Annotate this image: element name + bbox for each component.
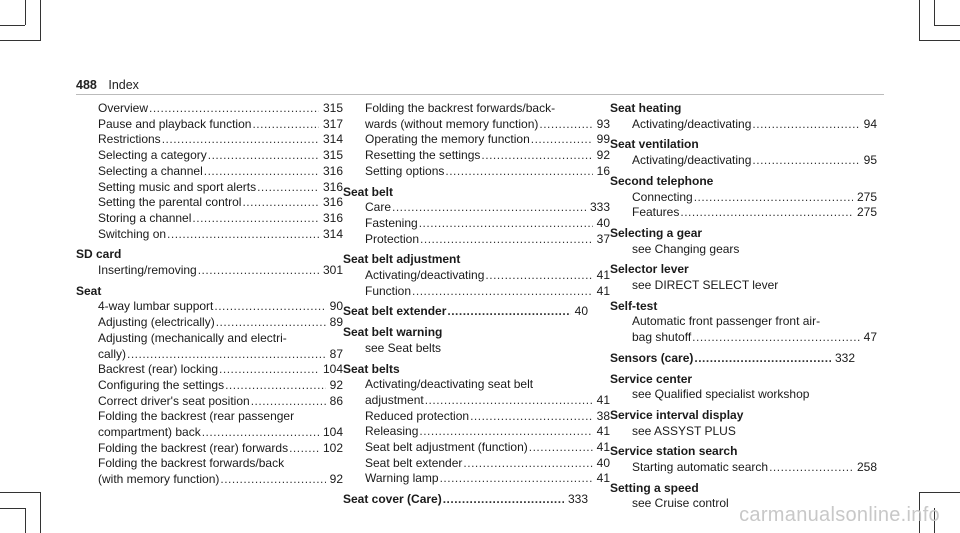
- entry-text: compartment) back: [98, 425, 201, 440]
- index-subentry: [343, 216, 610, 232]
- entry-text: Seat cover (Care): [343, 492, 442, 507]
- entry-text: adjustment: [365, 392, 424, 407]
- crop-mark: [0, 25, 25, 26]
- dot-leader: [463, 456, 592, 472]
- index-subentry: see Seat belts: [365, 340, 442, 355]
- index-subentry: [76, 441, 343, 457]
- dot-leader: [192, 211, 319, 227]
- entry-text: Setting options: [365, 163, 445, 178]
- crop-mark: [40, 0, 41, 41]
- page-ref[interactable]: 38: [596, 408, 610, 423]
- index-subentry: [76, 195, 343, 211]
- entry-text: Seat belt extender: [343, 304, 447, 319]
- index-heading: [343, 492, 588, 508]
- index-subentry: Activating/deactivating seat belt: [365, 377, 534, 392]
- dot-leader: [202, 425, 319, 441]
- page-ref[interactable]: 258: [856, 460, 877, 475]
- page-ref[interactable]: 316: [322, 163, 343, 178]
- dot-leader: [257, 180, 319, 196]
- index-heading: Seat belts: [343, 361, 400, 376]
- index-heading: Second telephone: [610, 173, 714, 188]
- page-ref[interactable]: 41: [596, 392, 610, 407]
- page-ref[interactable]: 90: [329, 299, 343, 314]
- entry-text: Setting music and sport alerts: [98, 179, 257, 194]
- watermark: carmanualsonline.info: [739, 504, 940, 526]
- dot-leader: [208, 148, 319, 164]
- entry-text: Overview: [98, 101, 149, 115]
- index-subentry: [76, 180, 343, 196]
- dot-leader: [149, 101, 319, 117]
- index-heading: [610, 351, 855, 367]
- index-heading: Seat belt: [343, 184, 394, 199]
- page-ref[interactable]: 316: [322, 210, 343, 225]
- index-subentry: [76, 211, 343, 227]
- page-ref[interactable]: 316: [322, 195, 343, 210]
- index-heading: Setting a speed: [610, 480, 699, 495]
- crop-mark: [934, 0, 935, 25]
- dot-leader: [769, 460, 853, 476]
- page-ref[interactable]: 315: [322, 101, 343, 115]
- index-subentry: Folding the backrest forwards/back: [98, 456, 285, 471]
- index-subentry: [343, 132, 610, 148]
- index-subentry: [76, 227, 343, 243]
- entry-text: (with memory function): [98, 472, 220, 487]
- page-ref[interactable]: 89: [329, 315, 343, 330]
- index-subentry: [76, 164, 343, 180]
- crop-mark: [919, 40, 960, 41]
- index-subentry: [76, 299, 343, 315]
- dot-leader: [392, 200, 586, 216]
- dot-leader: [216, 315, 326, 331]
- index-heading: Service center: [610, 371, 693, 386]
- page-ref[interactable]: 275: [856, 205, 877, 220]
- page-ref[interactable]: 93: [596, 116, 610, 131]
- index-subentry: [343, 284, 610, 300]
- dot-leader: [225, 378, 326, 394]
- page-ref[interactable]: 333: [589, 200, 610, 215]
- dot-leader: [251, 394, 326, 410]
- index-subentry: [343, 440, 610, 456]
- index-column-2: [343, 101, 610, 508]
- index-column-1: [76, 101, 343, 488]
- entry-text: Activating/deactivating: [365, 268, 485, 283]
- index-subentry: [76, 378, 343, 394]
- dot-leader: [481, 148, 592, 164]
- crop-mark: [0, 492, 41, 493]
- index-subentry: [76, 315, 343, 331]
- index-subentry: [343, 148, 610, 164]
- index-subentry: [610, 460, 877, 476]
- page-ref[interactable]: 92: [329, 472, 343, 487]
- entry-text: Operating the memory function: [365, 132, 530, 147]
- entry-text: Starting automatic search: [632, 460, 769, 475]
- page-ref[interactable]: 332: [834, 350, 855, 365]
- page-ref[interactable]: 92: [596, 148, 610, 163]
- page-ref[interactable]: 317: [322, 116, 343, 131]
- dot-leader: [531, 132, 593, 148]
- page-header: [76, 78, 139, 92]
- dot-leader: [485, 268, 592, 284]
- dot-leader: [445, 164, 592, 180]
- index-subentry: [76, 117, 343, 133]
- index-heading: Service station search: [610, 444, 738, 459]
- page-ref[interactable]: 87: [329, 346, 343, 361]
- entry-text: wards (without memory function): [365, 116, 539, 131]
- dot-leader: [219, 362, 319, 378]
- page-ref[interactable]: 86: [329, 393, 343, 408]
- dot-leader: [127, 347, 326, 363]
- index-subentry: see DIRECT SELECT lever: [632, 278, 779, 293]
- dot-leader: [529, 440, 593, 456]
- index-heading: Service interval display: [610, 407, 744, 422]
- dot-leader: [680, 205, 853, 221]
- dot-leader: [692, 330, 859, 346]
- dot-leader: [252, 117, 319, 133]
- page-ref[interactable]: 40: [574, 304, 588, 319]
- entry-text: Storing a channel: [98, 210, 192, 225]
- index-subentry: see Changing gears: [632, 241, 740, 256]
- page-ref[interactable]: 314: [322, 226, 343, 241]
- entry-text: bag shutoff: [632, 330, 692, 345]
- entry-text: Restrictions: [98, 132, 161, 147]
- entry-text: Connecting: [632, 189, 693, 204]
- page-ref[interactable]: 41: [596, 471, 610, 486]
- index-subentry: [76, 132, 343, 148]
- entry-text: Features: [632, 205, 680, 220]
- index-subentry: [343, 409, 610, 425]
- entry-text: Releasing: [365, 424, 419, 439]
- page-ref[interactable]: 41: [596, 440, 610, 455]
- page-ref[interactable]: 40: [596, 455, 610, 470]
- entry-text: Adjusting (electrically): [98, 315, 215, 330]
- entry-text: Protection: [365, 231, 420, 246]
- dot-leader: [443, 492, 564, 508]
- index-heading: Seat heating: [610, 101, 682, 115]
- index-heading: Self-test: [610, 298, 658, 313]
- crop-mark: [25, 0, 26, 25]
- entry-text: Care: [365, 200, 392, 215]
- dot-leader: [214, 299, 325, 315]
- crop-mark: [0, 508, 25, 509]
- index-subentry: [76, 362, 343, 378]
- entry-text: Pause and playback function: [98, 116, 252, 131]
- index-column-3: [610, 101, 877, 512]
- entry-text: Switching on: [98, 226, 167, 241]
- entry-text: Reduced protection: [365, 408, 470, 423]
- crop-mark: [919, 492, 960, 493]
- entry-text: Folding the backrest (rear) forwards: [98, 440, 289, 455]
- index-subentry: [76, 263, 343, 279]
- index-subentry: [343, 117, 610, 133]
- index-subentry: [76, 347, 343, 363]
- page-ref[interactable]: 102: [322, 440, 343, 455]
- page-ref[interactable]: 92: [329, 377, 343, 392]
- entry-text: Correct driver's seat position: [98, 393, 250, 408]
- index-heading: Selecting a gear: [610, 225, 703, 240]
- dot-leader: [162, 132, 319, 148]
- index-subentry: see Cruise control: [632, 496, 729, 511]
- index-subentry: Automatic front passenger front air-: [632, 314, 821, 329]
- page-ref[interactable]: 41: [596, 268, 610, 283]
- index-subentry: [343, 456, 610, 472]
- page-ref[interactable]: 37: [596, 231, 610, 246]
- index-subentry: [610, 153, 877, 169]
- dot-leader: [470, 409, 593, 425]
- index-heading: Seat belt warning: [343, 325, 443, 340]
- index-subentry: [343, 232, 610, 248]
- page-ref[interactable]: 333: [567, 492, 588, 507]
- page-ref[interactable]: 41: [596, 424, 610, 439]
- index-subentry: [610, 117, 877, 133]
- header-divider: [76, 94, 884, 95]
- dot-leader: [289, 441, 319, 457]
- index-heading: Selector lever: [610, 262, 689, 277]
- dot-leader: [440, 471, 593, 487]
- dot-leader: [198, 263, 319, 279]
- index-heading: Seat: [76, 283, 102, 298]
- entry-text: Seat belt adjustment (function): [365, 440, 528, 455]
- dot-leader: [167, 227, 319, 243]
- dot-leader: [447, 304, 570, 320]
- index-heading: Seat ventilation: [610, 137, 699, 152]
- index-subentry: [76, 472, 343, 488]
- dot-leader: [694, 351, 831, 367]
- index-subentry: [610, 190, 877, 206]
- index-subentry: see Qualified specialist workshop: [632, 387, 810, 402]
- page-ref[interactable]: 41: [596, 283, 610, 298]
- entry-text: Activating/deactivating: [632, 116, 752, 131]
- page-ref[interactable]: 314: [322, 132, 343, 147]
- index-heading: [343, 304, 588, 320]
- index-subentry: [76, 148, 343, 164]
- crop-mark: [25, 508, 26, 533]
- page-ref[interactable]: 40: [596, 215, 610, 230]
- entry-text: Resetting the settings: [365, 148, 481, 163]
- dot-leader: [752, 153, 859, 169]
- page-ref[interactable]: 104: [322, 362, 343, 377]
- page-number: 488: [76, 78, 97, 92]
- dot-leader: [419, 424, 592, 440]
- page-ref[interactable]: 301: [322, 263, 343, 278]
- index-subentry: [343, 424, 610, 440]
- dot-leader: [694, 190, 853, 206]
- index-subentry: Folding the backrest (rear passenger: [98, 409, 295, 424]
- index-heading: SD card: [76, 247, 122, 262]
- entry-text: Seat belt extender: [365, 455, 463, 470]
- page-ref[interactable]: 275: [856, 189, 877, 204]
- dot-leader: [419, 216, 593, 232]
- entry-text: Activating/deactivating: [632, 153, 752, 168]
- entry-text: Setting the parental control: [98, 195, 242, 210]
- entry-text: Inserting/removing: [98, 263, 197, 278]
- index-subentry: [76, 425, 343, 441]
- index-subentry: see ASSYST PLUS: [632, 423, 736, 438]
- entry-text: Sensors (care): [610, 350, 694, 365]
- entry-text: Configuring the settings: [98, 377, 225, 392]
- index-subentry: [343, 471, 610, 487]
- index-subentry: [343, 393, 610, 409]
- dot-leader: [425, 393, 593, 409]
- dot-leader: [412, 284, 593, 300]
- crop-mark: [40, 492, 41, 533]
- dot-leader: [204, 164, 319, 180]
- dot-leader: [220, 472, 325, 488]
- entry-text: Warning lamp: [365, 471, 439, 486]
- dot-leader: [242, 195, 319, 211]
- index-subentry: [76, 394, 343, 410]
- index-subentry: [343, 164, 610, 180]
- index-subentry: [610, 205, 877, 221]
- dot-leader: [752, 117, 859, 133]
- entry-text: Function: [365, 283, 412, 298]
- page-ref[interactable]: 95: [863, 153, 877, 168]
- entry-text: 4-way lumbar support: [98, 299, 214, 314]
- index-subentry: [343, 200, 610, 216]
- crop-mark: [0, 40, 41, 41]
- crop-mark: [919, 0, 920, 41]
- index-subentry: [76, 101, 343, 117]
- entry-text: Selecting a category: [98, 148, 207, 163]
- index-heading: Seat belt adjustment: [343, 252, 461, 267]
- dot-leader: [539, 117, 592, 133]
- entry-text: Fastening: [365, 215, 418, 230]
- dot-leader: [420, 232, 593, 248]
- page-ref[interactable]: 47: [863, 330, 877, 345]
- index-subentry: Folding the backrest forwards/back-: [365, 101, 556, 115]
- entry-text: cally): [98, 346, 127, 361]
- crop-mark: [934, 25, 960, 26]
- index-subentry: Adjusting (mechanically and electri-: [98, 330, 287, 345]
- index-subentry: [343, 268, 610, 284]
- entry-text: Backrest (rear) locking: [98, 362, 219, 377]
- index-subentry: [610, 330, 877, 346]
- page-ref[interactable]: 315: [322, 148, 343, 163]
- page-ref[interactable]: 104: [322, 425, 343, 440]
- page-ref[interactable]: 99: [596, 132, 610, 147]
- page-ref[interactable]: 16: [596, 163, 610, 178]
- page-ref[interactable]: 316: [322, 179, 343, 194]
- section-title: Index: [108, 78, 139, 92]
- page-ref[interactable]: 94: [863, 116, 877, 131]
- entry-text: Selecting a channel: [98, 163, 203, 178]
